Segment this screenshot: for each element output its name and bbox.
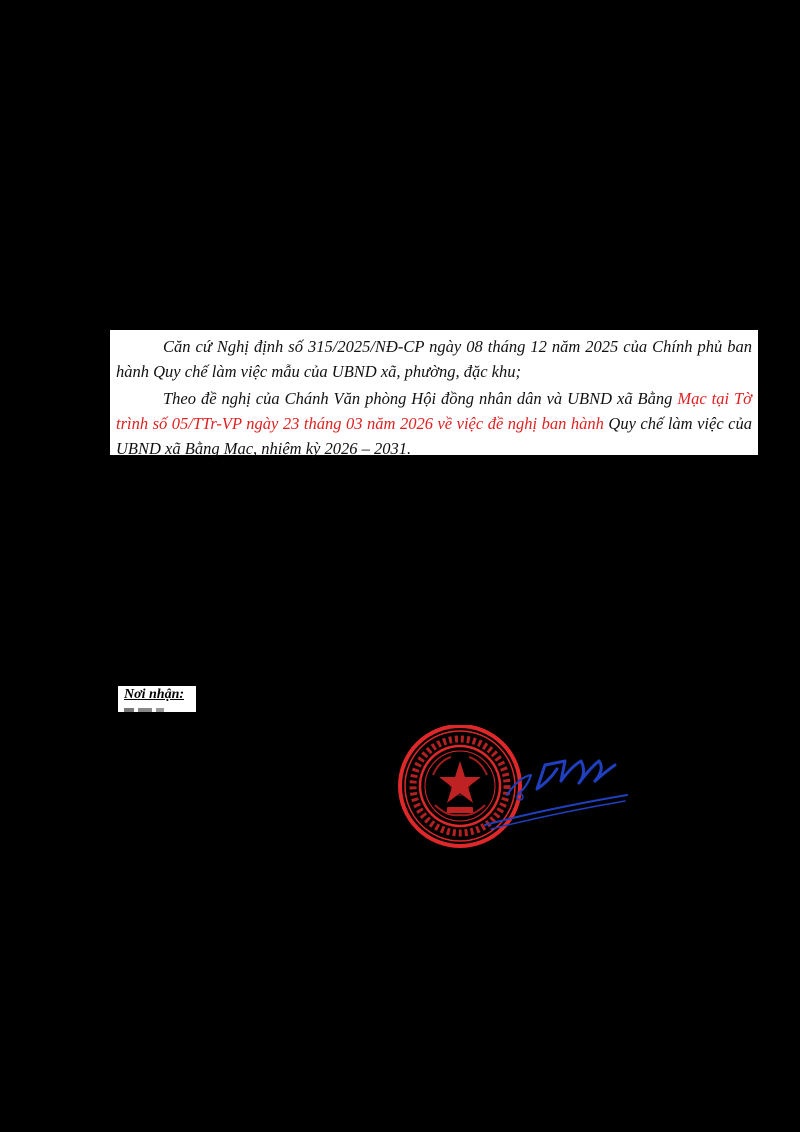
preamble-paragraph-2-highlight: Mạc tại Tờ trình số 05/TTr-VP ngày 23 tháng 03 năm 2026 về việc đề nghị ban hành xyxy=(116,389,752,433)
red-official-seal-icon xyxy=(395,725,635,850)
blue-handwritten-signature-icon xyxy=(485,761,627,829)
seal-and-signature xyxy=(395,725,635,850)
preamble-paragraph-1 xyxy=(116,334,752,384)
preamble-paragraph-1-text: Căn cứ Nghị định số 315/2025/NĐ-CP ngày 08 tháng 12 năm 2025 của Chính phủ ban hành Quy chế làm việc mẫu của UBND xã, phường, đặc khu; xyxy=(116,337,752,381)
recipients-cropped-line xyxy=(122,705,186,712)
preamble-paragraph-2-text-after: Quy chế làm việc của UBND xã Bằng Mạc, nhiệm kỳ 2026 – 2031. xyxy=(116,414,753,458)
preamble-text-box xyxy=(110,330,758,458)
cropped-text-fragment xyxy=(122,705,186,712)
preamble-paragraph-2-text-before: Theo đề nghị của Chánh Văn phòng Hội đồng nhân dân và UBND xã Bằng xyxy=(163,389,678,408)
preamble-paragraph-2 xyxy=(116,386,752,461)
recipients-label: Nơi nhận: xyxy=(124,687,185,702)
recipients-box xyxy=(118,686,196,712)
